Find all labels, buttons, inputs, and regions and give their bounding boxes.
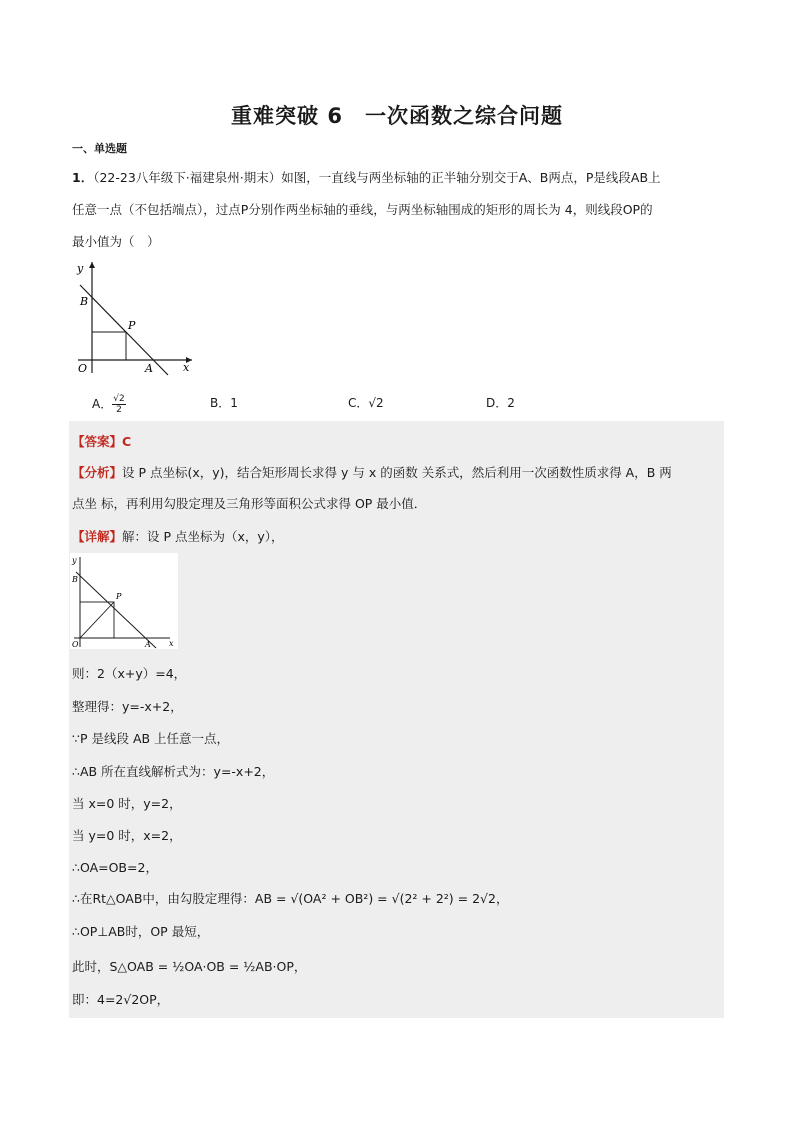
point-p-label: P — [128, 319, 136, 332]
step-8: ∴在Rt△OAB中，由勾股定理得：AB = √(OA² + OB²) = √(2² + 2²) = 2√2， — [72, 891, 509, 906]
option-a-label: A． — [92, 397, 113, 411]
analysis-line-2: 点坐 标，再利用勾股定理及三角形等面积公式求得 OP 最小值． — [72, 496, 427, 511]
step-11: 即：4=2√2OP， — [72, 992, 170, 1007]
answer-line — [72, 432, 131, 450]
analysis-tag: 【分析】 — [72, 465, 123, 480]
step-2: 整理得：y=-x+2， — [72, 699, 183, 714]
question-line-2: 任意一点（不包括端点），过点P分别作两坐标轴的垂线，与两坐标轴围成的矩形的周长为 4，则线段OP的 — [72, 202, 653, 217]
step-6: 当 y=0 时，x=2， — [72, 828, 182, 843]
rectangle — [92, 332, 126, 360]
question-text — [72, 162, 722, 258]
step-3: ∵P 是线段 AB 上任意一点， — [72, 731, 230, 746]
y-axis-arrow — [89, 262, 95, 268]
x-label: x — [169, 639, 174, 648]
line-ab — [80, 285, 168, 375]
point-b-label: B — [72, 575, 78, 584]
step-9: ∴OP⊥AB时，OP 最短， — [72, 924, 210, 939]
question-line-1: （22-23八年级下·福建泉州·期末）如图，一直线与两坐标轴的正半轴分别交于A、B两点，P是线段AB上 — [93, 170, 661, 185]
point-a-label: A — [145, 640, 151, 649]
question-line-3: 最小值为（ ） — [72, 234, 160, 249]
option-a[interactable] — [92, 394, 126, 415]
step-1: 则：2（x+y）=4， — [72, 666, 187, 681]
answer-options — [72, 388, 722, 418]
option-c-value: √2 — [368, 396, 384, 410]
figure-background — [70, 553, 178, 649]
step-7: ∴OA=OB=2， — [72, 860, 158, 875]
option-a-numerator: √2 — [113, 394, 125, 404]
option-c-label: C． — [348, 396, 369, 410]
point-p-label: P — [116, 592, 122, 601]
question-number: 1． — [72, 170, 94, 185]
detail-text-1: 解：设 P 点坐标为（x，y）， — [122, 529, 284, 544]
solution-figure — [70, 553, 178, 649]
origin-label: O — [78, 362, 88, 375]
page-title: 重难突破 6 一次函数之综合问题 — [231, 104, 563, 128]
answer-value: C — [122, 434, 132, 449]
origin-label: O — [72, 640, 79, 649]
step-4: ∴AB 所在直线解析式为：y=-x+2， — [72, 764, 275, 779]
x-label: x — [183, 361, 190, 374]
section-heading: 一、单选题 — [72, 142, 127, 155]
y-label: y — [72, 556, 77, 565]
detail-line-1 — [72, 527, 284, 545]
option-d[interactable]: D．2 — [486, 396, 515, 410]
analysis-line-1 — [72, 463, 672, 481]
option-a-denominator: 2 — [116, 405, 122, 415]
detail-tag: 【详解】 — [72, 529, 123, 544]
point-a-label: A — [145, 362, 153, 375]
answer-tag: 【答案】 — [72, 434, 123, 449]
option-c[interactable] — [348, 394, 384, 411]
option-b[interactable]: B．1 — [210, 396, 238, 410]
y-label: y — [77, 262, 84, 275]
step-5: 当 x=0 时，y=2， — [72, 796, 182, 811]
analysis-text-1: 设 P 点坐标(x，y)，结合矩形周长求得 y 与 x 的函数 关系式，然后利用一次函数性质求得 A，B 两 — [122, 465, 672, 480]
option-a-fraction — [112, 394, 125, 415]
step-10: 此时，S△OAB = ½OA·OB = ½AB·OP， — [72, 959, 307, 974]
question-figure — [72, 257, 202, 379]
point-b-label: B — [80, 295, 89, 308]
